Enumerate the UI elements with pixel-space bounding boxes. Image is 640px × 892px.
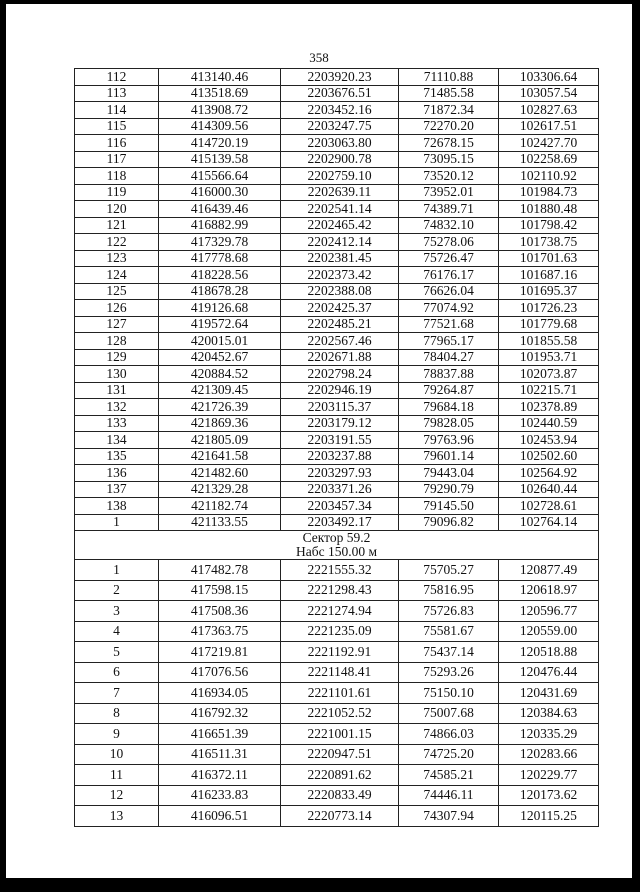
x-local-cell: 77074.92 [399,300,499,317]
x-cell: 421641.58 [159,448,281,465]
y-cell: 2203237.88 [281,448,399,465]
table-row [75,744,599,765]
table-row [75,703,599,724]
point-number-cell: 128 [75,333,159,350]
x-cell: 417329.78 [159,234,281,251]
x-cell: 413908.72 [159,102,281,119]
x-local-cell: 75581.67 [399,621,499,642]
y-local-cell: 101687.16 [499,267,599,284]
x-local-cell: 75437.14 [399,642,499,663]
table-row [75,267,599,284]
x-cell: 421726.39 [159,399,281,416]
x-local-cell: 74389.71 [399,201,499,218]
sector-title-row [75,531,599,546]
table-row [75,234,599,251]
x-local-cell: 71485.58 [399,85,499,102]
y-cell: 2203676.51 [281,85,399,102]
x-cell: 420884.52 [159,366,281,383]
table-row [75,498,599,515]
y-local-cell: 120518.88 [499,642,599,663]
y-cell: 2221101.61 [281,683,399,704]
y-cell: 2203457.34 [281,498,399,515]
y-cell: 2202373.42 [281,267,399,284]
y-local-cell: 102617.51 [499,118,599,135]
y-local-cell: 120618.97 [499,580,599,601]
point-number-cell: 127 [75,316,159,333]
x-local-cell: 73095.15 [399,151,499,168]
y-local-cell: 120596.77 [499,601,599,622]
y-cell: 2221298.43 [281,580,399,601]
point-number-cell: 125 [75,283,159,300]
table-row [75,399,599,416]
y-local-cell: 101984.73 [499,184,599,201]
table-row [75,765,599,786]
y-local-cell: 120431.69 [499,683,599,704]
table-row [75,217,599,234]
x-local-cell: 78404.27 [399,349,499,366]
x-cell: 416511.31 [159,744,281,765]
x-cell: 414309.56 [159,118,281,135]
table-row [75,85,599,102]
table-row [75,69,599,86]
x-cell: 413140.46 [159,69,281,86]
y-cell: 2202381.45 [281,250,399,267]
x-cell: 417076.56 [159,662,281,683]
point-number-cell: 4 [75,621,159,642]
x-local-cell: 74866.03 [399,724,499,745]
table-row [75,382,599,399]
x-local-cell: 76176.17 [399,267,499,284]
y-cell: 2202759.10 [281,168,399,185]
y-cell: 2203492.17 [281,514,399,531]
x-local-cell: 75293.26 [399,662,499,683]
x-cell: 416000.30 [159,184,281,201]
x-local-cell: 75278.06 [399,234,499,251]
point-number-cell: 113 [75,85,159,102]
x-cell: 420452.67 [159,349,281,366]
x-local-cell: 79290.79 [399,481,499,498]
y-local-cell: 120283.66 [499,744,599,765]
point-number-cell: 1 [75,560,159,581]
point-number-cell: 133 [75,415,159,432]
y-cell: 2203179.12 [281,415,399,432]
y-local-cell: 102728.61 [499,498,599,515]
y-cell: 2203063.80 [281,135,399,152]
x-cell: 418678.28 [159,283,281,300]
point-number-cell: 119 [75,184,159,201]
x-local-cell: 73520.12 [399,168,499,185]
point-number-cell: 134 [75,432,159,449]
x-cell: 413518.69 [159,85,281,102]
table-row [75,415,599,432]
y-local-cell: 102427.70 [499,135,599,152]
table-row [75,481,599,498]
y-local-cell: 101738.75 [499,234,599,251]
y-cell: 2221001.15 [281,724,399,745]
y-cell: 2202541.14 [281,201,399,218]
y-local-cell: 103057.54 [499,85,599,102]
x-cell: 421309.45 [159,382,281,399]
y-local-cell: 120229.77 [499,765,599,786]
point-number-cell: 10 [75,744,159,765]
point-number-cell: 137 [75,481,159,498]
y-local-cell: 101726.23 [499,300,599,317]
x-cell: 417219.81 [159,642,281,663]
x-local-cell: 79145.50 [399,498,499,515]
y-local-cell: 120384.63 [499,703,599,724]
y-cell: 2202485.21 [281,316,399,333]
sector-height: Набс 150.00 м [75,545,599,560]
point-number-cell: 5 [75,642,159,663]
point-number-cell: 124 [75,267,159,284]
x-cell: 420015.01 [159,333,281,350]
table-row [75,514,599,531]
y-cell: 2221052.52 [281,703,399,724]
x-local-cell: 75705.27 [399,560,499,581]
sector-height-row [75,545,599,560]
x-local-cell: 74307.94 [399,806,499,827]
page-number: 358 [309,50,329,65]
point-number-cell: 7 [75,683,159,704]
y-cell: 2203115.37 [281,399,399,416]
x-cell: 416372.11 [159,765,281,786]
x-local-cell: 75726.47 [399,250,499,267]
y-local-cell: 102764.14 [499,514,599,531]
coordinates-table [74,68,599,827]
table-row [75,806,599,827]
y-local-cell: 101779.68 [499,316,599,333]
table-row [75,621,599,642]
point-number-cell: 3 [75,601,159,622]
point-number-cell: 121 [75,217,159,234]
y-cell: 2202798.24 [281,366,399,383]
point-number-cell: 11 [75,765,159,786]
point-number-cell: 126 [75,300,159,317]
point-number-cell: 112 [75,69,159,86]
x-cell: 417778.68 [159,250,281,267]
x-cell: 415139.58 [159,151,281,168]
x-local-cell: 76626.04 [399,283,499,300]
table-body-lower [75,560,599,827]
table-row [75,333,599,350]
point-number-cell: 8 [75,703,159,724]
y-local-cell: 102440.59 [499,415,599,432]
y-local-cell: 120115.25 [499,806,599,827]
x-local-cell: 79684.18 [399,399,499,416]
y-local-cell: 101880.48 [499,201,599,218]
y-cell: 2203297.93 [281,465,399,482]
x-cell: 416934.05 [159,683,281,704]
y-local-cell: 102453.94 [499,432,599,449]
y-cell: 2221148.41 [281,662,399,683]
y-local-cell: 102215.71 [499,382,599,399]
table-row [75,662,599,683]
table-row [75,184,599,201]
y-cell: 2221555.32 [281,560,399,581]
x-local-cell: 75150.10 [399,683,499,704]
table-row [75,366,599,383]
y-local-cell: 101855.58 [499,333,599,350]
table-row [75,432,599,449]
y-local-cell: 120877.49 [499,560,599,581]
y-local-cell: 101695.37 [499,283,599,300]
y-cell: 2203191.55 [281,432,399,449]
point-number-cell: 130 [75,366,159,383]
point-number-cell: 136 [75,465,159,482]
point-number-cell: 132 [75,399,159,416]
y-local-cell: 103306.64 [499,69,599,86]
x-cell: 417598.15 [159,580,281,601]
x-local-cell: 75726.83 [399,601,499,622]
x-cell: 417363.75 [159,621,281,642]
x-cell: 421329.28 [159,481,281,498]
y-cell: 2202900.78 [281,151,399,168]
x-cell: 416792.32 [159,703,281,724]
table-row [75,201,599,218]
point-number-cell: 116 [75,135,159,152]
x-cell: 421869.36 [159,415,281,432]
point-number-cell: 13 [75,806,159,827]
y-cell: 2221192.91 [281,642,399,663]
point-number-cell: 1 [75,514,159,531]
table-row [75,283,599,300]
point-number-cell: 2 [75,580,159,601]
y-local-cell: 101798.42 [499,217,599,234]
table-row [75,642,599,663]
y-local-cell: 102073.87 [499,366,599,383]
x-local-cell: 74585.21 [399,765,499,786]
y-local-cell: 120335.29 [499,724,599,745]
y-cell: 2202946.19 [281,382,399,399]
sector-header [75,531,599,560]
x-cell: 421482.60 [159,465,281,482]
x-local-cell: 75007.68 [399,703,499,724]
y-local-cell: 102110.92 [499,168,599,185]
y-cell: 2220773.14 [281,806,399,827]
y-cell: 2203920.23 [281,69,399,86]
x-cell: 414720.19 [159,135,281,152]
x-cell: 416233.83 [159,785,281,806]
x-local-cell: 72678.15 [399,135,499,152]
document-page [6,4,632,878]
x-local-cell: 75816.95 [399,580,499,601]
x-local-cell: 74725.20 [399,744,499,765]
x-local-cell: 79264.87 [399,382,499,399]
table-row [75,683,599,704]
table-row [75,601,599,622]
table-row [75,580,599,601]
x-local-cell: 79828.05 [399,415,499,432]
y-local-cell: 102502.60 [499,448,599,465]
point-number-cell: 115 [75,118,159,135]
x-cell: 419126.68 [159,300,281,317]
point-number-cell: 122 [75,234,159,251]
y-cell: 2203452.16 [281,102,399,119]
x-cell: 417508.36 [159,601,281,622]
point-number-cell: 123 [75,250,159,267]
y-local-cell: 120173.62 [499,785,599,806]
x-local-cell: 79096.82 [399,514,499,531]
table-row [75,151,599,168]
y-local-cell: 102258.69 [499,151,599,168]
y-cell: 2202465.42 [281,217,399,234]
y-cell: 2220947.51 [281,744,399,765]
y-local-cell: 102378.89 [499,399,599,416]
table-row [75,250,599,267]
point-number-cell: 6 [75,662,159,683]
x-local-cell: 79763.96 [399,432,499,449]
y-cell: 2202639.11 [281,184,399,201]
point-number-cell: 120 [75,201,159,218]
table-row [75,448,599,465]
y-cell: 2220891.62 [281,765,399,786]
x-cell: 421805.09 [159,432,281,449]
y-local-cell: 120476.44 [499,662,599,683]
y-local-cell: 102640.44 [499,481,599,498]
y-cell: 2203247.75 [281,118,399,135]
y-local-cell: 101953.71 [499,349,599,366]
table-row [75,118,599,135]
sector-title: Сектор 59.2 [75,531,599,546]
y-cell: 2202412.14 [281,234,399,251]
x-cell: 416096.51 [159,806,281,827]
x-local-cell: 72270.20 [399,118,499,135]
x-cell: 416439.46 [159,201,281,218]
x-local-cell: 77965.17 [399,333,499,350]
point-number-cell: 129 [75,349,159,366]
x-cell: 416882.99 [159,217,281,234]
x-cell: 415566.64 [159,168,281,185]
y-local-cell: 102564.92 [499,465,599,482]
y-cell: 2221274.94 [281,601,399,622]
y-cell: 2202567.46 [281,333,399,350]
point-number-cell: 138 [75,498,159,515]
y-cell: 2203371.26 [281,481,399,498]
y-cell: 2202425.37 [281,300,399,317]
y-local-cell: 120559.00 [499,621,599,642]
table-row [75,465,599,482]
table-row [75,560,599,581]
table-row [75,168,599,185]
table-row [75,316,599,333]
table-row [75,135,599,152]
y-cell: 2221235.09 [281,621,399,642]
x-local-cell: 71872.34 [399,102,499,119]
point-number-cell: 131 [75,382,159,399]
x-cell: 417482.78 [159,560,281,581]
point-number-cell: 117 [75,151,159,168]
table-row [75,785,599,806]
table-row [75,724,599,745]
x-local-cell: 73952.01 [399,184,499,201]
point-number-cell: 12 [75,785,159,806]
point-number-cell: 118 [75,168,159,185]
x-local-cell: 79443.04 [399,465,499,482]
x-cell: 418228.56 [159,267,281,284]
y-cell: 2220833.49 [281,785,399,806]
x-cell: 421133.55 [159,514,281,531]
point-number-cell: 9 [75,724,159,745]
x-local-cell: 78837.88 [399,366,499,383]
x-cell: 416651.39 [159,724,281,745]
y-cell: 2202388.08 [281,283,399,300]
y-local-cell: 102827.63 [499,102,599,119]
table-row [75,349,599,366]
y-cell: 2202671.88 [281,349,399,366]
x-local-cell: 74832.10 [399,217,499,234]
x-local-cell: 77521.68 [399,316,499,333]
x-local-cell: 79601.14 [399,448,499,465]
x-local-cell: 74446.11 [399,785,499,806]
point-number-cell: 114 [75,102,159,119]
table-row [75,300,599,317]
x-local-cell: 71110.88 [399,69,499,86]
x-cell: 421182.74 [159,498,281,515]
x-cell: 419572.64 [159,316,281,333]
table-body-upper [75,69,599,531]
point-number-cell: 135 [75,448,159,465]
y-local-cell: 101701.63 [499,250,599,267]
table-row [75,102,599,119]
